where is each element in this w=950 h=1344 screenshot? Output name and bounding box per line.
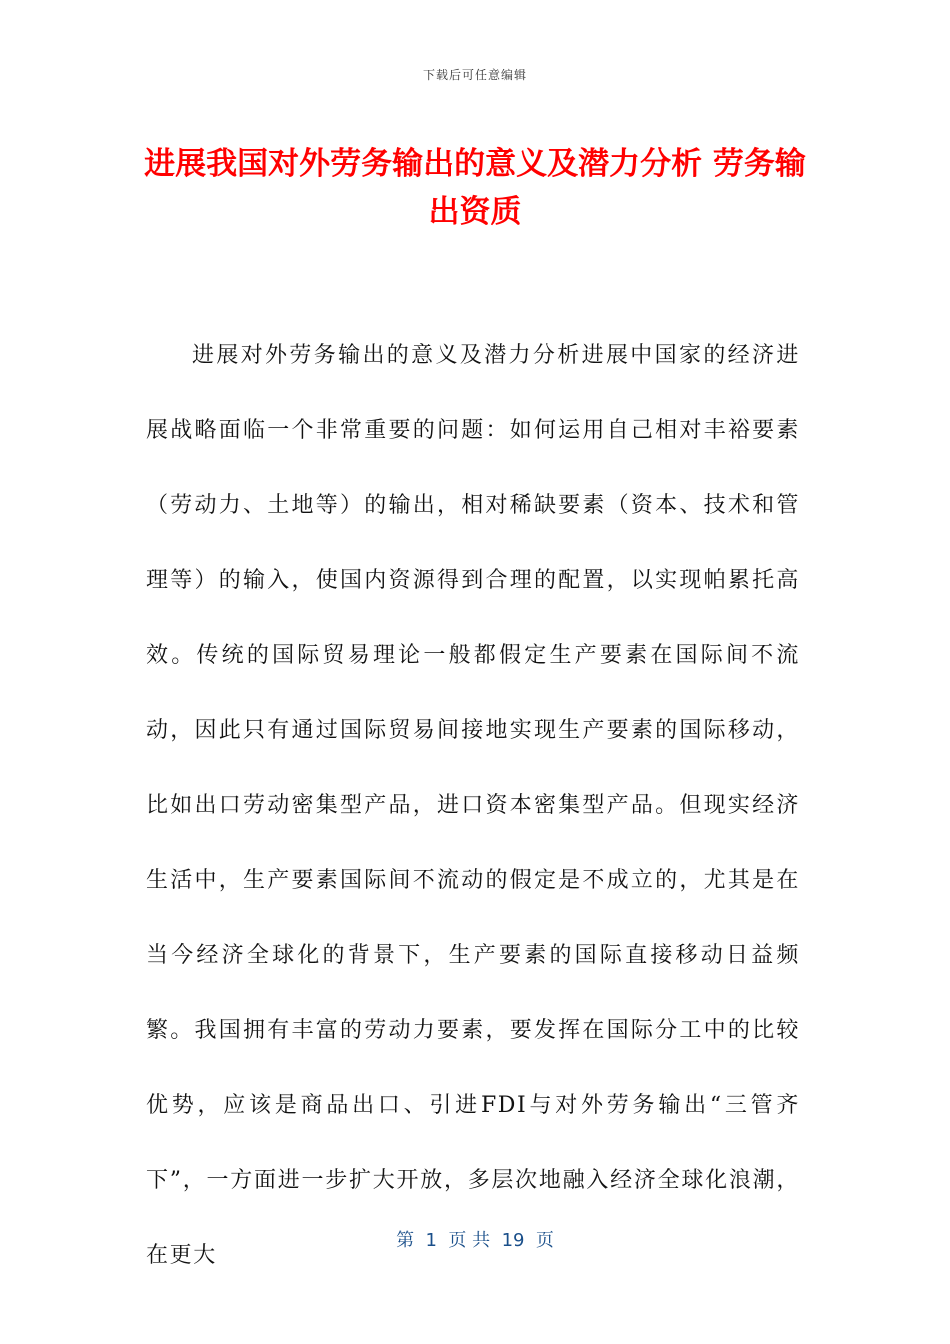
- document-title: 进展我国对外劳务输出的意义及潜力分析 劳务输出资质: [144, 146, 806, 230]
- page-number-footer: 第 1 页 共 19 页: [396, 1230, 554, 1251]
- document-body-paragraph: 进展对外劳务输出的意义及潜力分析进展中国家的经济进展战略面临一个非常重要的问题：如何运用自己相对丰裕要素（劳动力、土地等）的输出，相对稀缺要素（资本、技术和管理等）的输入，使国内资源得到合理的配置，以实现帕累托高效。传统的国际贸易理论一般都假定生产要素在国际间不流动，因此只有通过国际贸易间接地实现生产要素的国际移动，比如出口劳动密集型产品，进口资本密集型产品。但现实经济生活中，生产要素国际间不流动的假定是不成立的，尤其是在当今经济全球化的背景下，生产要素的国际直接移动日益频繁。我国拥有丰富的劳动力要素，要发挥在国际分工中的比较优势，应该是商品出口、引进FDI与对外劳务输出“三管齐下”，一方面进一步扩大开放，多层次地融入经济全球化浪潮，在更大: [146, 343, 800, 1268]
- page-header-note: 下载后可任意编辑: [422, 68, 527, 82]
